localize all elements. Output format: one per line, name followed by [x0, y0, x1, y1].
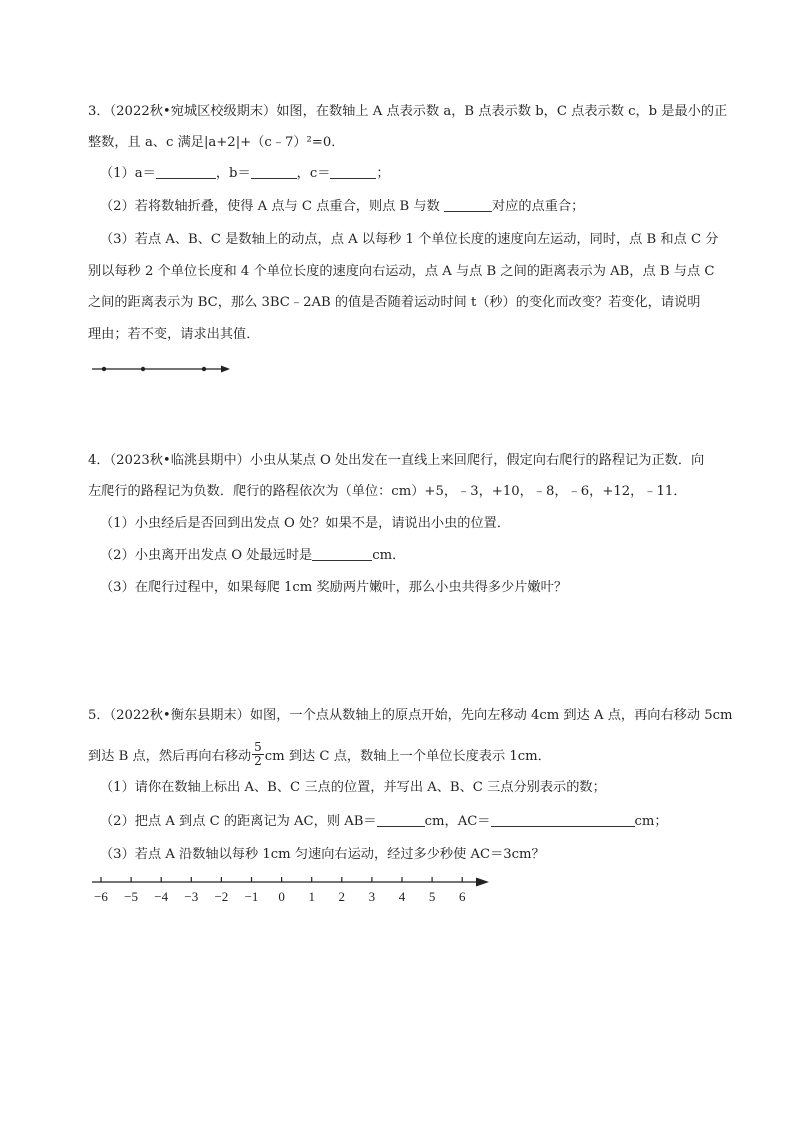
q4-part2-suffix: cm． [372, 548, 406, 563]
q5-stem-line2-suffix: cm 到达 C 点，数轴上一个单位长度表示 1cm． [264, 749, 551, 764]
axis-tick-label: 0 [278, 889, 285, 904]
axis-tick-label: −2 [214, 889, 229, 904]
answer-blank-b[interactable] [251, 164, 297, 179]
answer-blank-farthest[interactable] [312, 546, 372, 561]
q4-part2 [100, 546, 405, 566]
q3-part1-prefix: （1）a＝ [100, 166, 156, 181]
axis-tick-label: 1 [308, 889, 315, 904]
q3-part2 [100, 197, 584, 217]
q5-part2-suffix: cm； [634, 814, 668, 829]
q3-stem-line2: 整数，且 a、c 满足|a+2|+（c﹣7）²=0． [88, 135, 345, 150]
point-a-dot [102, 367, 106, 371]
q5-part2-mid: cm，AC＝ [424, 814, 491, 829]
q4-part1: （1）小虫经后是否回到出发点 O 处？如果不是，请说出小虫的位置． [100, 516, 511, 531]
q3-part3-line4: 理由；若不变，请求出其值． [88, 327, 260, 342]
axis-tick-label: −4 [154, 889, 169, 904]
q5-part1: （1）请你在数轴上标出 A、B、C 三点的位置，并写出 A、B、C 三点分别表示的数； [100, 780, 606, 795]
axis-tick-label: 3 [368, 889, 376, 904]
q3-stem-line1: 3．（2022秋•宛城区校级期末）如图，在数轴上 A 点表示数 a，B 点表示数 b，C 点表示数 c，b 是最小的正 [88, 104, 728, 119]
q3-part2-suffix: 对应的点重合； [492, 199, 585, 214]
q5-part2 [100, 812, 668, 832]
answer-blank-fold[interactable] [444, 197, 492, 212]
q5-stem-line2 [88, 742, 551, 772]
fraction-denominator: 2 [254, 754, 262, 768]
fraction-five-halves [252, 741, 264, 768]
q3-part2-prefix: （2）若将数轴折叠，使得 A 点与 C 点重合，则点 B 与数 [100, 199, 440, 214]
answer-blank-ac[interactable] [491, 812, 635, 827]
q5-part2-prefix: （2）把点 A 到点 C 的距离记为 AC，则 AB＝ [100, 814, 377, 829]
q4-stem-line1: 4．（2023秋•临洮县期中）小虫从某点 O 处出发在一直线上来回爬行，假定向右爬行的路程记为正数．向 [88, 453, 705, 468]
q3-part3-line2: 别以每秒 2 个单位长度和 4 个单位长度的速度向右运动，点 A 与点 B 之间的距离表示为 AB，点 B 与点 C [88, 264, 715, 279]
q5-part3: （3）若点 A 沿数轴以每秒 1cm 匀速向右运动，经过多少秒使 AC＝3cm？ [100, 847, 545, 862]
q3-part1-suffix: ； [376, 166, 390, 181]
axis-tick-label: −6 [94, 889, 108, 904]
axis-tick-label: −1 [244, 889, 259, 904]
point-b-dot [141, 367, 145, 371]
q4-stem-line2: 左爬行的路程记为负数．爬行的路程依次为（单位：cm）+5，﹣3，+10，﹣8，﹣6，+12，﹣11． [88, 484, 687, 499]
q4-part3: （3）在爬行过程中，如果每爬 1cm 奖励两片嫩叶，那么小虫共得多少片嫩叶？ [100, 580, 568, 595]
q3-part1-mid1: ，b＝ [215, 166, 251, 181]
q3-part3-line1: （3）若点 A、B、C 是数轴上的动点，点 A 以每秒 1 个单位长度的速度向左运动，同时，点 B 和点 C 分 [100, 232, 719, 247]
axis-arrowhead [476, 878, 489, 887]
axis-tick-label: −5 [124, 889, 139, 904]
axis-tick-label: 4 [398, 889, 406, 904]
axis-tick-label: 6 [458, 889, 466, 904]
q3-part1-mid2: ，c＝ [296, 166, 331, 181]
axis-tick-label: 5 [428, 889, 436, 904]
q4-part2-prefix: （2）小虫离开出发点 O 处最远时是 [100, 548, 313, 563]
axis-tick-label: 2 [338, 889, 346, 904]
answer-blank-c[interactable] [330, 164, 376, 179]
q5-stem-line1: 5．（2022秋•衡东县期末）如图，一个点从数轴上的原点开始，先向左移动 4cm 到达 A 点，再向右移动 5cm [88, 708, 733, 723]
axis-tick-label: −3 [184, 889, 199, 904]
answer-blank-ab[interactable] [377, 812, 425, 827]
q3-part3-line3: 之间的距离表示为 BC，那么 3BC﹣2AB 的值是否随着运动时间 t（秒）的变化而改变？若变化，请说明 [88, 295, 701, 310]
point-c-dot [202, 367, 206, 371]
answer-blank-a[interactable] [156, 164, 216, 179]
q5-stem-line2-prefix: 到达 B 点，然后再向右移动 [88, 749, 252, 764]
q3-part1 [100, 164, 390, 184]
fraction-numerator: 5 [254, 740, 262, 754]
